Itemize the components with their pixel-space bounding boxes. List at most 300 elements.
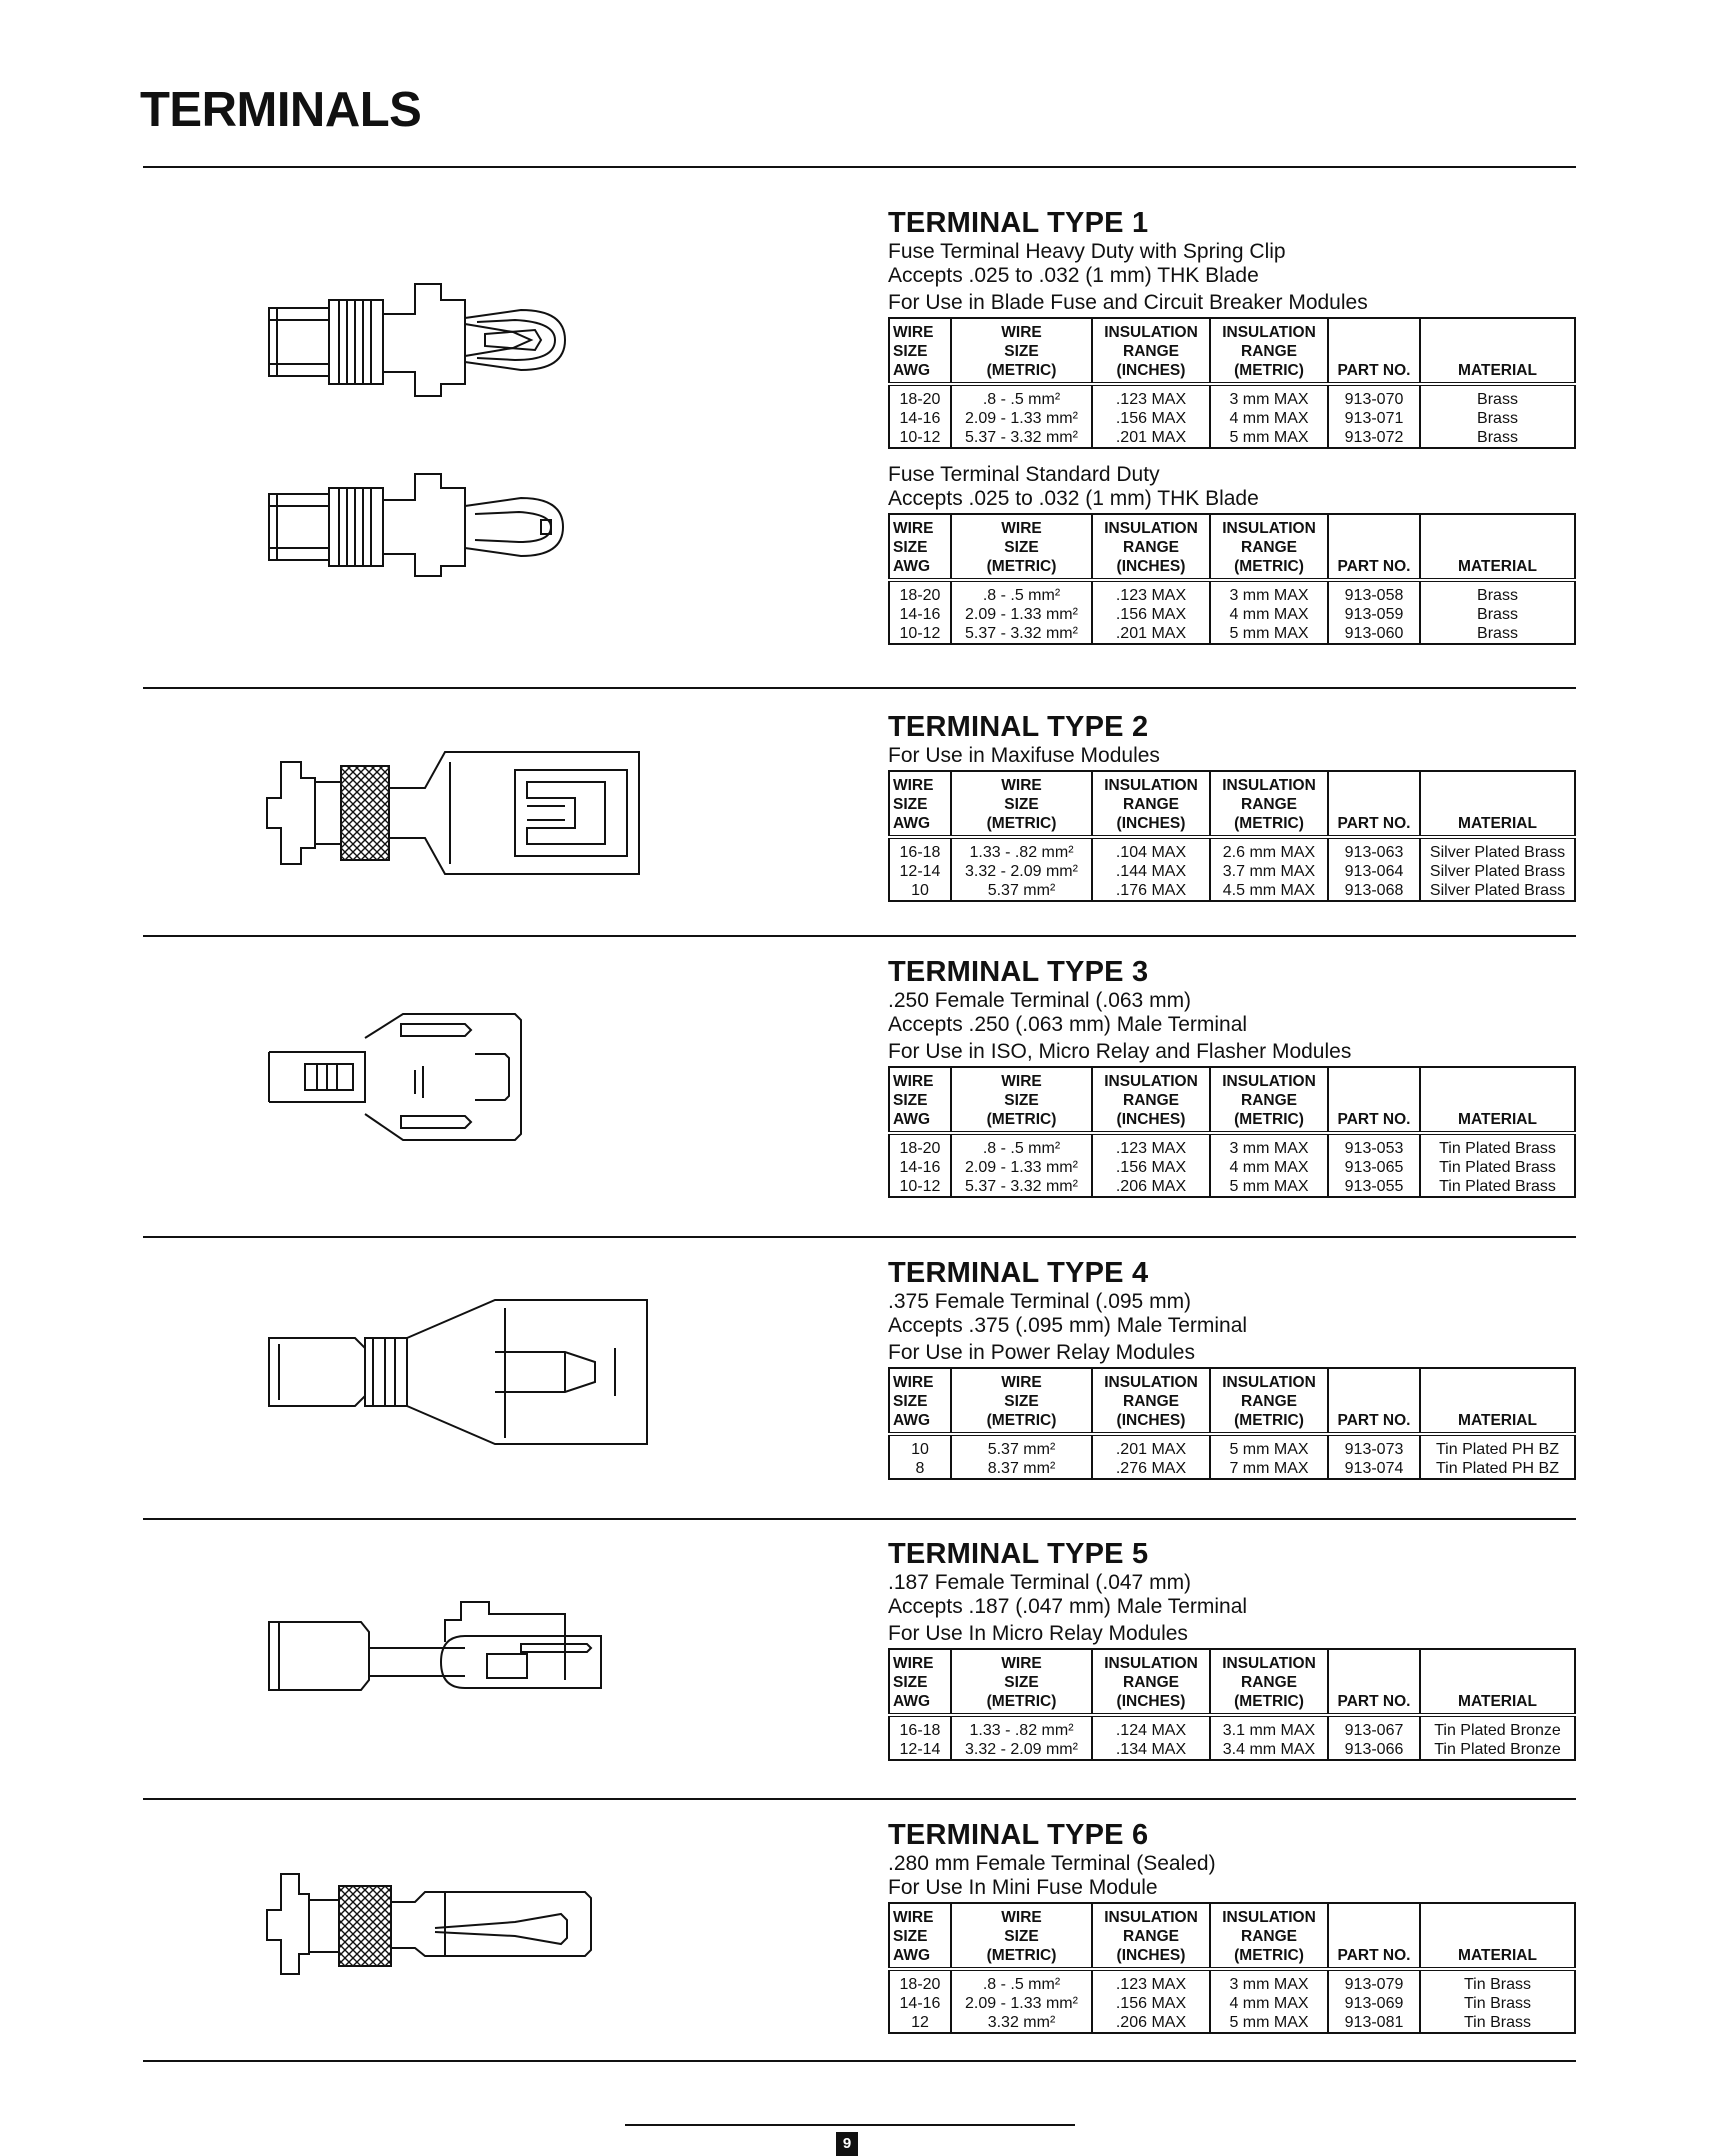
- column-cell-ins-mm: [1210, 1133, 1328, 1197]
- terminal-type-1-section: [888, 206, 1580, 645]
- header-text: SIZE: [893, 1393, 928, 1410]
- header-text: (METRIC): [986, 815, 1057, 832]
- table-cell: 16-18: [899, 844, 941, 861]
- column-cell-material: [1420, 1715, 1575, 1760]
- table-cell: 913-053: [1344, 1140, 1404, 1157]
- header-text: INSULATION: [1222, 324, 1316, 341]
- table-cell: 18-20: [899, 1140, 941, 1157]
- column-header-ins-in: [1092, 1067, 1210, 1133]
- terminal-type-2-section: [888, 710, 1580, 902]
- table-cell: 3.4 mm MAX: [1222, 1741, 1316, 1758]
- spec-table: [888, 317, 1576, 449]
- column-header-ins-mm: [1210, 1067, 1328, 1133]
- header-text: AWG: [893, 815, 931, 832]
- column-cell-part: [1328, 1715, 1420, 1760]
- table-cell: 18-20: [899, 391, 941, 408]
- table-cell: .156 MAX: [1115, 1159, 1187, 1176]
- table-cell: 913-068: [1344, 882, 1404, 899]
- column-cell-material: [1420, 1969, 1575, 2033]
- terminal-type-4-section: [888, 1256, 1580, 1480]
- spec-table: [888, 770, 1576, 902]
- table-cell: .8 - .5 mm²: [982, 1976, 1061, 1993]
- section-title: TERMINAL TYPE 6: [888, 1819, 1149, 1851]
- column-header-awg: [889, 1649, 951, 1715]
- header-text: SIZE: [1004, 796, 1039, 813]
- header-text: (METRIC): [1234, 1111, 1304, 1128]
- header-text: INSULATION: [1104, 777, 1198, 794]
- header-text: SIZE: [1004, 1092, 1039, 1109]
- table-cell: Tin Brass: [1464, 1995, 1531, 2012]
- spec-table: [888, 1367, 1576, 1480]
- terminal-type-5-drawing: [265, 1592, 625, 1702]
- description-line: Accepts .250 (.063 mm) Male Terminal: [888, 1013, 1248, 1036]
- table-cell: 18-20: [899, 1976, 941, 1993]
- table-cell: .8 - .5 mm²: [982, 391, 1061, 408]
- header-text: INSULATION: [1222, 1073, 1316, 1090]
- column-header-awg: [889, 1903, 951, 1969]
- table-cell: .123 MAX: [1115, 391, 1187, 408]
- section-divider: [143, 935, 1576, 937]
- column-header-ins-mm: [1210, 1903, 1328, 1969]
- column-cell-ins-in: [1092, 1133, 1210, 1197]
- column-header-part: [1328, 1903, 1420, 1969]
- description-line: For Use in Maxifuse Modules: [888, 744, 1160, 767]
- column-header-ins-in: [1092, 514, 1210, 580]
- description-line: .187 Female Terminal (.047 mm): [888, 1571, 1192, 1594]
- table-cell: 913-063: [1344, 844, 1404, 861]
- header-text: INSULATION: [1222, 1655, 1316, 1672]
- terminal-type-6-drawing: [265, 1870, 605, 1980]
- column-cell-awg: [889, 580, 951, 644]
- table-body-row: [889, 1434, 1575, 1479]
- header-text: WIRE: [893, 777, 934, 794]
- column-cell-ins-mm: [1210, 580, 1328, 644]
- table-cell: 5 mm MAX: [1229, 1178, 1309, 1195]
- spec-table-slot: [888, 513, 1580, 645]
- table-cell: 2.09 - 1.33 mm²: [965, 1159, 1078, 1176]
- terminal-type-4-drawing: [265, 1298, 655, 1448]
- header-text: (METRIC): [986, 1412, 1057, 1429]
- table-cell: 10-12: [899, 429, 941, 446]
- header-text: INSULATION: [1222, 1374, 1316, 1391]
- table-cell: 913-058: [1344, 587, 1404, 604]
- column-header-ins-mm: [1210, 1368, 1328, 1434]
- table-cell: 12-14: [899, 863, 941, 880]
- table-cell: Tin Plated Bronze: [1434, 1741, 1561, 1758]
- table-cell: .201 MAX: [1115, 1441, 1187, 1458]
- table-cell: 5 mm MAX: [1229, 1441, 1309, 1458]
- table-cell: 8: [915, 1460, 925, 1477]
- table-cell: Tin Brass: [1464, 1976, 1531, 1993]
- column-cell-metric: [951, 1969, 1092, 2033]
- column-cell-ins-mm: [1210, 384, 1328, 448]
- table-cell: 3.32 mm²: [987, 2014, 1056, 2031]
- column-cell-metric: [951, 837, 1092, 901]
- column-header-ins-in: [1092, 1649, 1210, 1715]
- header-text: (METRIC): [1234, 815, 1304, 832]
- description-line: Accepts .025 to .032 (1 mm) THK Blade: [888, 264, 1259, 287]
- section-title: TERMINAL TYPE 3: [888, 956, 1149, 988]
- header-text: AWG: [893, 1947, 931, 1964]
- table-cell: 16-18: [899, 1722, 941, 1739]
- column-cell-part: [1328, 1434, 1420, 1479]
- table-cell: 3.32 - 2.09 mm²: [965, 1741, 1078, 1758]
- table-cell: 913-081: [1344, 2014, 1404, 2031]
- description-line: For Use in Blade Fuse and Circuit Breaker Modules: [888, 291, 1368, 314]
- table-cell: .206 MAX: [1115, 2014, 1187, 2031]
- spec-table: [888, 1648, 1576, 1761]
- page-title: TERMINALS: [140, 83, 422, 137]
- table-cell: 913-066: [1344, 1741, 1404, 1758]
- table-cell: 5 mm MAX: [1229, 625, 1309, 642]
- column-cell-metric: [951, 384, 1092, 448]
- column-header-metric: [951, 514, 1092, 580]
- header-text: (METRIC): [986, 558, 1057, 575]
- column-cell-ins-mm: [1210, 837, 1328, 901]
- table-cell: .201 MAX: [1115, 625, 1187, 642]
- column-header-ins-mm: [1210, 771, 1328, 837]
- table-cell: 3 mm MAX: [1229, 1140, 1309, 1157]
- column-cell-material: [1420, 580, 1575, 644]
- table-cell: Tin Plated Bronze: [1434, 1722, 1561, 1739]
- header-text: SIZE: [1004, 1928, 1039, 1945]
- header-text: WIRE: [893, 1374, 934, 1391]
- header-text: RANGE: [1241, 343, 1297, 360]
- table-cell: 2.09 - 1.33 mm²: [965, 606, 1078, 623]
- header-text: WIRE: [893, 324, 934, 341]
- table-cell: Tin Brass: [1464, 2014, 1531, 2031]
- header-text: AWG: [893, 1412, 931, 1429]
- table-cell: .201 MAX: [1115, 429, 1187, 446]
- column-header-awg: [889, 318, 951, 384]
- header-text: (METRIC): [1234, 1693, 1304, 1710]
- header-text: WIRE: [1001, 520, 1042, 537]
- column-cell-part: [1328, 1969, 1420, 2033]
- header-text: RANGE: [1123, 796, 1179, 813]
- column-cell-ins-in: [1092, 1715, 1210, 1760]
- header-text: RANGE: [1241, 1674, 1297, 1691]
- table-cell: 3 mm MAX: [1229, 587, 1309, 604]
- column-header-part: [1328, 318, 1420, 384]
- column-header-material: [1420, 1067, 1575, 1133]
- header-text: SIZE: [1004, 539, 1039, 556]
- column-header-part: [1328, 771, 1420, 837]
- header-text: RANGE: [1123, 1674, 1179, 1691]
- column-header-ins-in: [1092, 1903, 1210, 1969]
- table-cell: 5 mm MAX: [1229, 2014, 1309, 2031]
- table-cell: 913-067: [1344, 1722, 1404, 1739]
- column-header-metric: [951, 318, 1092, 384]
- table-cell: 913-073: [1344, 1441, 1404, 1458]
- table-cell: 18-20: [899, 587, 941, 604]
- table-cell: Tin Plated PH BZ: [1435, 1441, 1559, 1458]
- table-cell: Tin Plated Brass: [1439, 1178, 1556, 1195]
- header-text: MATERIAL: [1458, 815, 1537, 832]
- table-cell: 7 mm MAX: [1229, 1460, 1309, 1477]
- description-line: Fuse Terminal Standard Duty: [888, 463, 1160, 486]
- table-cell: 913-072: [1344, 429, 1404, 446]
- description-line: Accepts .375 (.095 mm) Male Terminal: [888, 1314, 1248, 1337]
- column-cell-awg: [889, 384, 951, 448]
- table-cell: 4.5 mm MAX: [1222, 882, 1316, 899]
- header-text: PART NO.: [1337, 558, 1411, 575]
- table-cell: 913-064: [1344, 863, 1404, 880]
- header-text: (METRIC): [986, 1111, 1057, 1128]
- column-header-ins-in: [1092, 1368, 1210, 1434]
- header-text: PART NO.: [1337, 815, 1411, 832]
- table-header-row: [889, 318, 1575, 384]
- table-cell: 4 mm MAX: [1229, 1159, 1309, 1176]
- header-text: WIRE: [1001, 324, 1042, 341]
- section-title: TERMINAL TYPE 2: [888, 711, 1149, 743]
- column-cell-material: [1420, 1434, 1575, 1479]
- table-cell: 4 mm MAX: [1229, 410, 1309, 427]
- header-text: (INCHES): [1116, 815, 1186, 832]
- table-cell: 3 mm MAX: [1229, 1976, 1309, 1993]
- column-cell-part: [1328, 580, 1420, 644]
- header-text: SIZE: [893, 796, 928, 813]
- table-cell: Tin Plated Brass: [1439, 1140, 1556, 1157]
- header-text: AWG: [893, 1111, 931, 1128]
- section-title: TERMINAL TYPE 4: [888, 1257, 1149, 1289]
- column-cell-awg: [889, 1133, 951, 1197]
- header-text: SIZE: [1004, 1674, 1039, 1691]
- table-cell: 3 mm MAX: [1229, 391, 1309, 408]
- header-text: SIZE: [893, 539, 928, 556]
- header-text: AWG: [893, 1693, 931, 1710]
- page-number: 9: [836, 2132, 858, 2156]
- column-header-metric: [951, 1067, 1092, 1133]
- terminal-type-1-heavy-duty-drawing: [265, 280, 635, 400]
- table-body-row: [889, 580, 1575, 644]
- column-cell-awg: [889, 1434, 951, 1479]
- table-cell: .123 MAX: [1115, 1976, 1187, 1993]
- column-cell-metric: [951, 1133, 1092, 1197]
- column-header-part: [1328, 1368, 1420, 1434]
- column-cell-ins-in: [1092, 1969, 1210, 2033]
- header-text: RANGE: [1241, 1393, 1297, 1410]
- column-header-metric: [951, 1649, 1092, 1715]
- header-text: SIZE: [893, 1928, 928, 1945]
- header-text: INSULATION: [1104, 1374, 1198, 1391]
- table-cell: 5.37 - 3.32 mm²: [965, 1178, 1078, 1195]
- table-cell: 913-070: [1344, 391, 1404, 408]
- table-body-row: [889, 1969, 1575, 2033]
- table-cell: 2.6 mm MAX: [1222, 844, 1316, 861]
- column-cell-metric: [951, 1715, 1092, 1760]
- column-header-material: [1420, 1649, 1575, 1715]
- table-cell: 2.09 - 1.33 mm²: [965, 1995, 1078, 2012]
- table-cell: 2.09 - 1.33 mm²: [965, 410, 1078, 427]
- description-line: For Use In Mini Fuse Module: [888, 1876, 1158, 1899]
- footer-rule: [625, 2124, 1075, 2126]
- description-line: For Use in ISO, Micro Relay and Flasher Modules: [888, 1040, 1352, 1063]
- header-text: MATERIAL: [1458, 1947, 1537, 1964]
- table-cell: Brass: [1477, 429, 1518, 446]
- description-line: For Use In Micro Relay Modules: [888, 1622, 1188, 1645]
- table-cell: 913-071: [1344, 410, 1404, 427]
- table-cell: 12-14: [899, 1741, 941, 1758]
- table-cell: 3.32 - 2.09 mm²: [965, 863, 1078, 880]
- spec-table-slot: [888, 317, 1580, 449]
- column-header-ins-mm: [1210, 1649, 1328, 1715]
- description-line: .250 Female Terminal (.063 mm): [888, 989, 1192, 1012]
- column-cell-ins-in: [1092, 837, 1210, 901]
- table-cell: 10-12: [899, 625, 941, 642]
- column-header-awg: [889, 1368, 951, 1434]
- table-cell: 913-065: [1344, 1159, 1404, 1176]
- header-text: INSULATION: [1104, 1073, 1198, 1090]
- table-cell: 913-055: [1344, 1178, 1404, 1195]
- header-text: WIRE: [1001, 1655, 1042, 1672]
- table-cell: .8 - .5 mm²: [982, 1140, 1061, 1157]
- terminal-type-2-drawing: [265, 748, 645, 878]
- table-header-row: [889, 514, 1575, 580]
- header-text: INSULATION: [1222, 520, 1316, 537]
- column-header-material: [1420, 514, 1575, 580]
- table-cell: 10: [911, 1441, 929, 1458]
- header-text: WIRE: [1001, 1073, 1042, 1090]
- spec-table: [888, 513, 1576, 645]
- section-title: TERMINAL TYPE 5: [888, 1538, 1149, 1570]
- table-cell: 10-12: [899, 1178, 941, 1195]
- table-cell: 913-074: [1344, 1460, 1404, 1477]
- table-cell: 14-16: [899, 1159, 941, 1176]
- header-text: SIZE: [1004, 343, 1039, 360]
- table-cell: 3.7 mm MAX: [1222, 863, 1316, 880]
- table-cell: 14-16: [899, 606, 941, 623]
- terminal-type-5-section: [888, 1537, 1580, 1761]
- table-cell: 8.37 mm²: [987, 1460, 1056, 1477]
- header-text: SIZE: [893, 1674, 928, 1691]
- column-cell-ins-mm: [1210, 1715, 1328, 1760]
- header-text: WIRE: [893, 1655, 934, 1672]
- table-cell: .156 MAX: [1115, 606, 1187, 623]
- header-text: WIRE: [893, 1073, 934, 1090]
- table-cell: 913-060: [1344, 625, 1404, 642]
- header-text: (INCHES): [1116, 1693, 1186, 1710]
- column-cell-ins-mm: [1210, 1969, 1328, 2033]
- table-cell: .124 MAX: [1115, 1722, 1187, 1739]
- column-header-material: [1420, 1368, 1575, 1434]
- spec-table-slot: [888, 770, 1580, 902]
- table-cell: Tin Plated PH BZ: [1435, 1460, 1559, 1477]
- header-text: SIZE: [893, 343, 928, 360]
- column-header-awg: [889, 514, 951, 580]
- header-text: RANGE: [1123, 343, 1179, 360]
- header-text: PART NO.: [1337, 1111, 1411, 1128]
- column-header-ins-mm: [1210, 514, 1328, 580]
- table-header-row: [889, 1903, 1575, 1969]
- header-text: RANGE: [1123, 1393, 1179, 1410]
- table-body-row: [889, 1715, 1575, 1760]
- header-text: SIZE: [1004, 1393, 1039, 1410]
- header-text: (METRIC): [1234, 1947, 1304, 1964]
- header-text: RANGE: [1123, 539, 1179, 556]
- header-text: INSULATION: [1104, 520, 1198, 537]
- header-text: RANGE: [1241, 539, 1297, 556]
- column-header-metric: [951, 771, 1092, 837]
- title-divider: [143, 166, 1576, 168]
- table-cell: 14-16: [899, 1995, 941, 2012]
- spec-table-slot: [888, 1367, 1580, 1480]
- spec-table-slot: [888, 1066, 1580, 1198]
- column-cell-ins-mm: [1210, 1434, 1328, 1479]
- section-divider: [143, 2060, 1576, 2062]
- table-cell: .8 - .5 mm²: [982, 587, 1061, 604]
- table-cell: .134 MAX: [1115, 1741, 1187, 1758]
- column-cell-metric: [951, 580, 1092, 644]
- column-cell-material: [1420, 837, 1575, 901]
- table-header-row: [889, 1649, 1575, 1715]
- header-text: SIZE: [893, 1092, 928, 1109]
- table-cell: Brass: [1477, 410, 1518, 427]
- table-cell: .156 MAX: [1115, 1995, 1187, 2012]
- table-cell: 5.37 mm²: [987, 882, 1056, 899]
- header-text: AWG: [893, 558, 931, 575]
- header-text: (METRIC): [986, 1693, 1057, 1710]
- terminal-type-6-section: [888, 1818, 1580, 2034]
- column-cell-awg: [889, 1969, 951, 2033]
- table-cell: Silver Plated Brass: [1429, 863, 1566, 880]
- header-text: MATERIAL: [1458, 1111, 1537, 1128]
- column-cell-ins-in: [1092, 384, 1210, 448]
- header-text: RANGE: [1241, 796, 1297, 813]
- column-cell-awg: [889, 837, 951, 901]
- spec-table: [888, 1902, 1576, 2034]
- header-text: PART NO.: [1337, 362, 1411, 379]
- column-cell-metric: [951, 1434, 1092, 1479]
- header-text: PART NO.: [1337, 1693, 1411, 1710]
- header-text: WIRE: [1001, 777, 1042, 794]
- table-cell: Silver Plated Brass: [1429, 844, 1566, 861]
- header-text: RANGE: [1241, 1928, 1297, 1945]
- header-text: INSULATION: [1104, 324, 1198, 341]
- table-cell: 12: [911, 2014, 929, 2031]
- table-cell: .144 MAX: [1115, 863, 1187, 880]
- description-line: For Use in Power Relay Modules: [888, 1341, 1195, 1364]
- column-header-awg: [889, 771, 951, 837]
- column-header-part: [1328, 514, 1420, 580]
- table-cell: 4 mm MAX: [1229, 1995, 1309, 2012]
- column-cell-material: [1420, 384, 1575, 448]
- column-header-ins-mm: [1210, 318, 1328, 384]
- column-header-ins-in: [1092, 771, 1210, 837]
- table-header-row: [889, 1368, 1575, 1434]
- header-text: PART NO.: [1337, 1412, 1411, 1429]
- description-line: .280 mm Female Terminal (Sealed): [888, 1852, 1216, 1875]
- table-body-row: [889, 384, 1575, 448]
- header-text: MATERIAL: [1458, 1412, 1537, 1429]
- table-body-row: [889, 1133, 1575, 1197]
- header-text: RANGE: [1123, 1928, 1179, 1945]
- spec-table: [888, 1066, 1576, 1198]
- header-text: RANGE: [1123, 1092, 1179, 1109]
- header-text: AWG: [893, 362, 931, 379]
- column-cell-material: [1420, 1133, 1575, 1197]
- table-header-row: [889, 1067, 1575, 1133]
- column-cell-ins-in: [1092, 1434, 1210, 1479]
- description-line: .375 Female Terminal (.095 mm): [888, 1290, 1192, 1313]
- table-cell: 3.1 mm MAX: [1222, 1722, 1316, 1739]
- table-cell: Brass: [1477, 391, 1518, 408]
- table-cell: Tin Plated Brass: [1439, 1159, 1556, 1176]
- header-text: MATERIAL: [1458, 1693, 1537, 1710]
- description-line: Accepts .025 to .032 (1 mm) THK Blade: [888, 487, 1259, 510]
- column-header-material: [1420, 318, 1575, 384]
- table-cell: 14-16: [899, 410, 941, 427]
- header-text: PART NO.: [1337, 1947, 1411, 1964]
